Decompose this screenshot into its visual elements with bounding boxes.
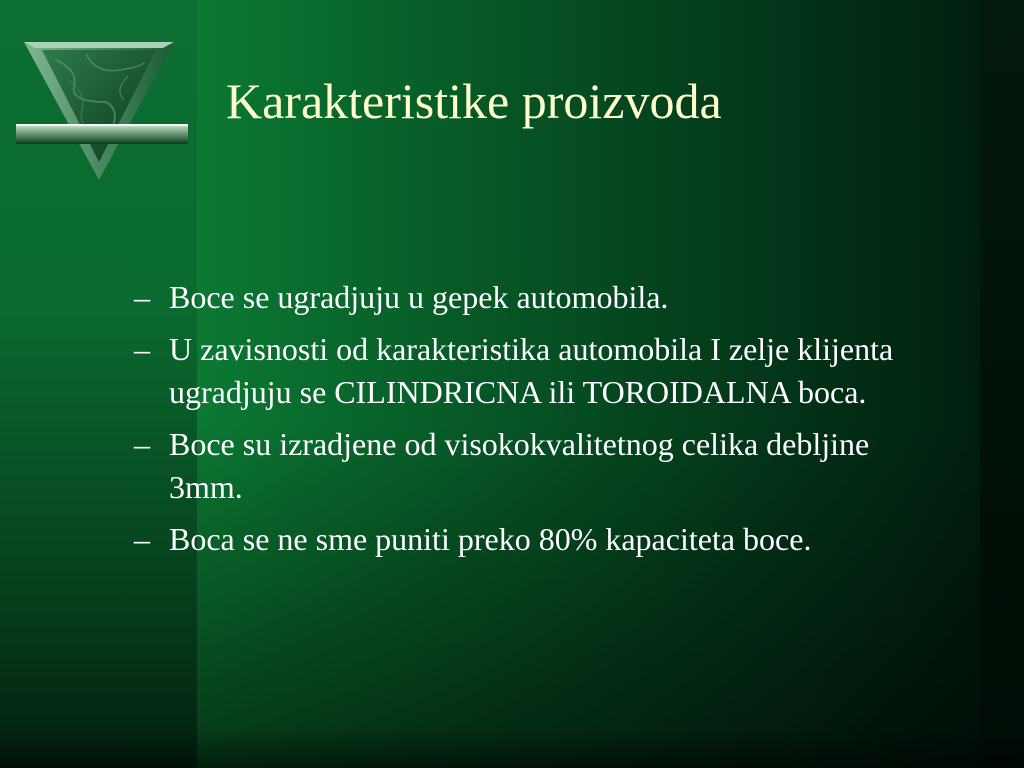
bullet-dash: – bbox=[134, 279, 150, 315]
bullet-list bbox=[134, 276, 924, 570]
slide-title: Karakteristike proizvoda bbox=[226, 73, 722, 129]
bullet-dash: – bbox=[134, 331, 150, 367]
bottom-shade bbox=[0, 728, 1024, 768]
bullet-item bbox=[134, 328, 924, 414]
bullet-text: Boce se ugradjuju u gepek automobila. bbox=[169, 279, 669, 315]
bullet-item bbox=[134, 276, 924, 319]
bullet-text: Boca se ne sme puniti preko 80% kapaciteta boce. bbox=[169, 521, 812, 557]
right-dark-band bbox=[980, 0, 1024, 768]
bullet-text: Boce su izradjene od visokokvalitetnog celika debljine 3mm. bbox=[169, 426, 870, 505]
bullet-item bbox=[134, 518, 924, 561]
bullet-dash: – bbox=[134, 426, 150, 462]
bullet-text: U zavisnosti od karakteristika automobila I zelje klijenta ugradjuju se CILINDRICNA ili TOROIDALNA boca. bbox=[169, 331, 894, 410]
inverted-triangle-marble-icon bbox=[16, 40, 190, 182]
bullet-item bbox=[134, 423, 924, 509]
bullet-dash: – bbox=[134, 521, 150, 557]
